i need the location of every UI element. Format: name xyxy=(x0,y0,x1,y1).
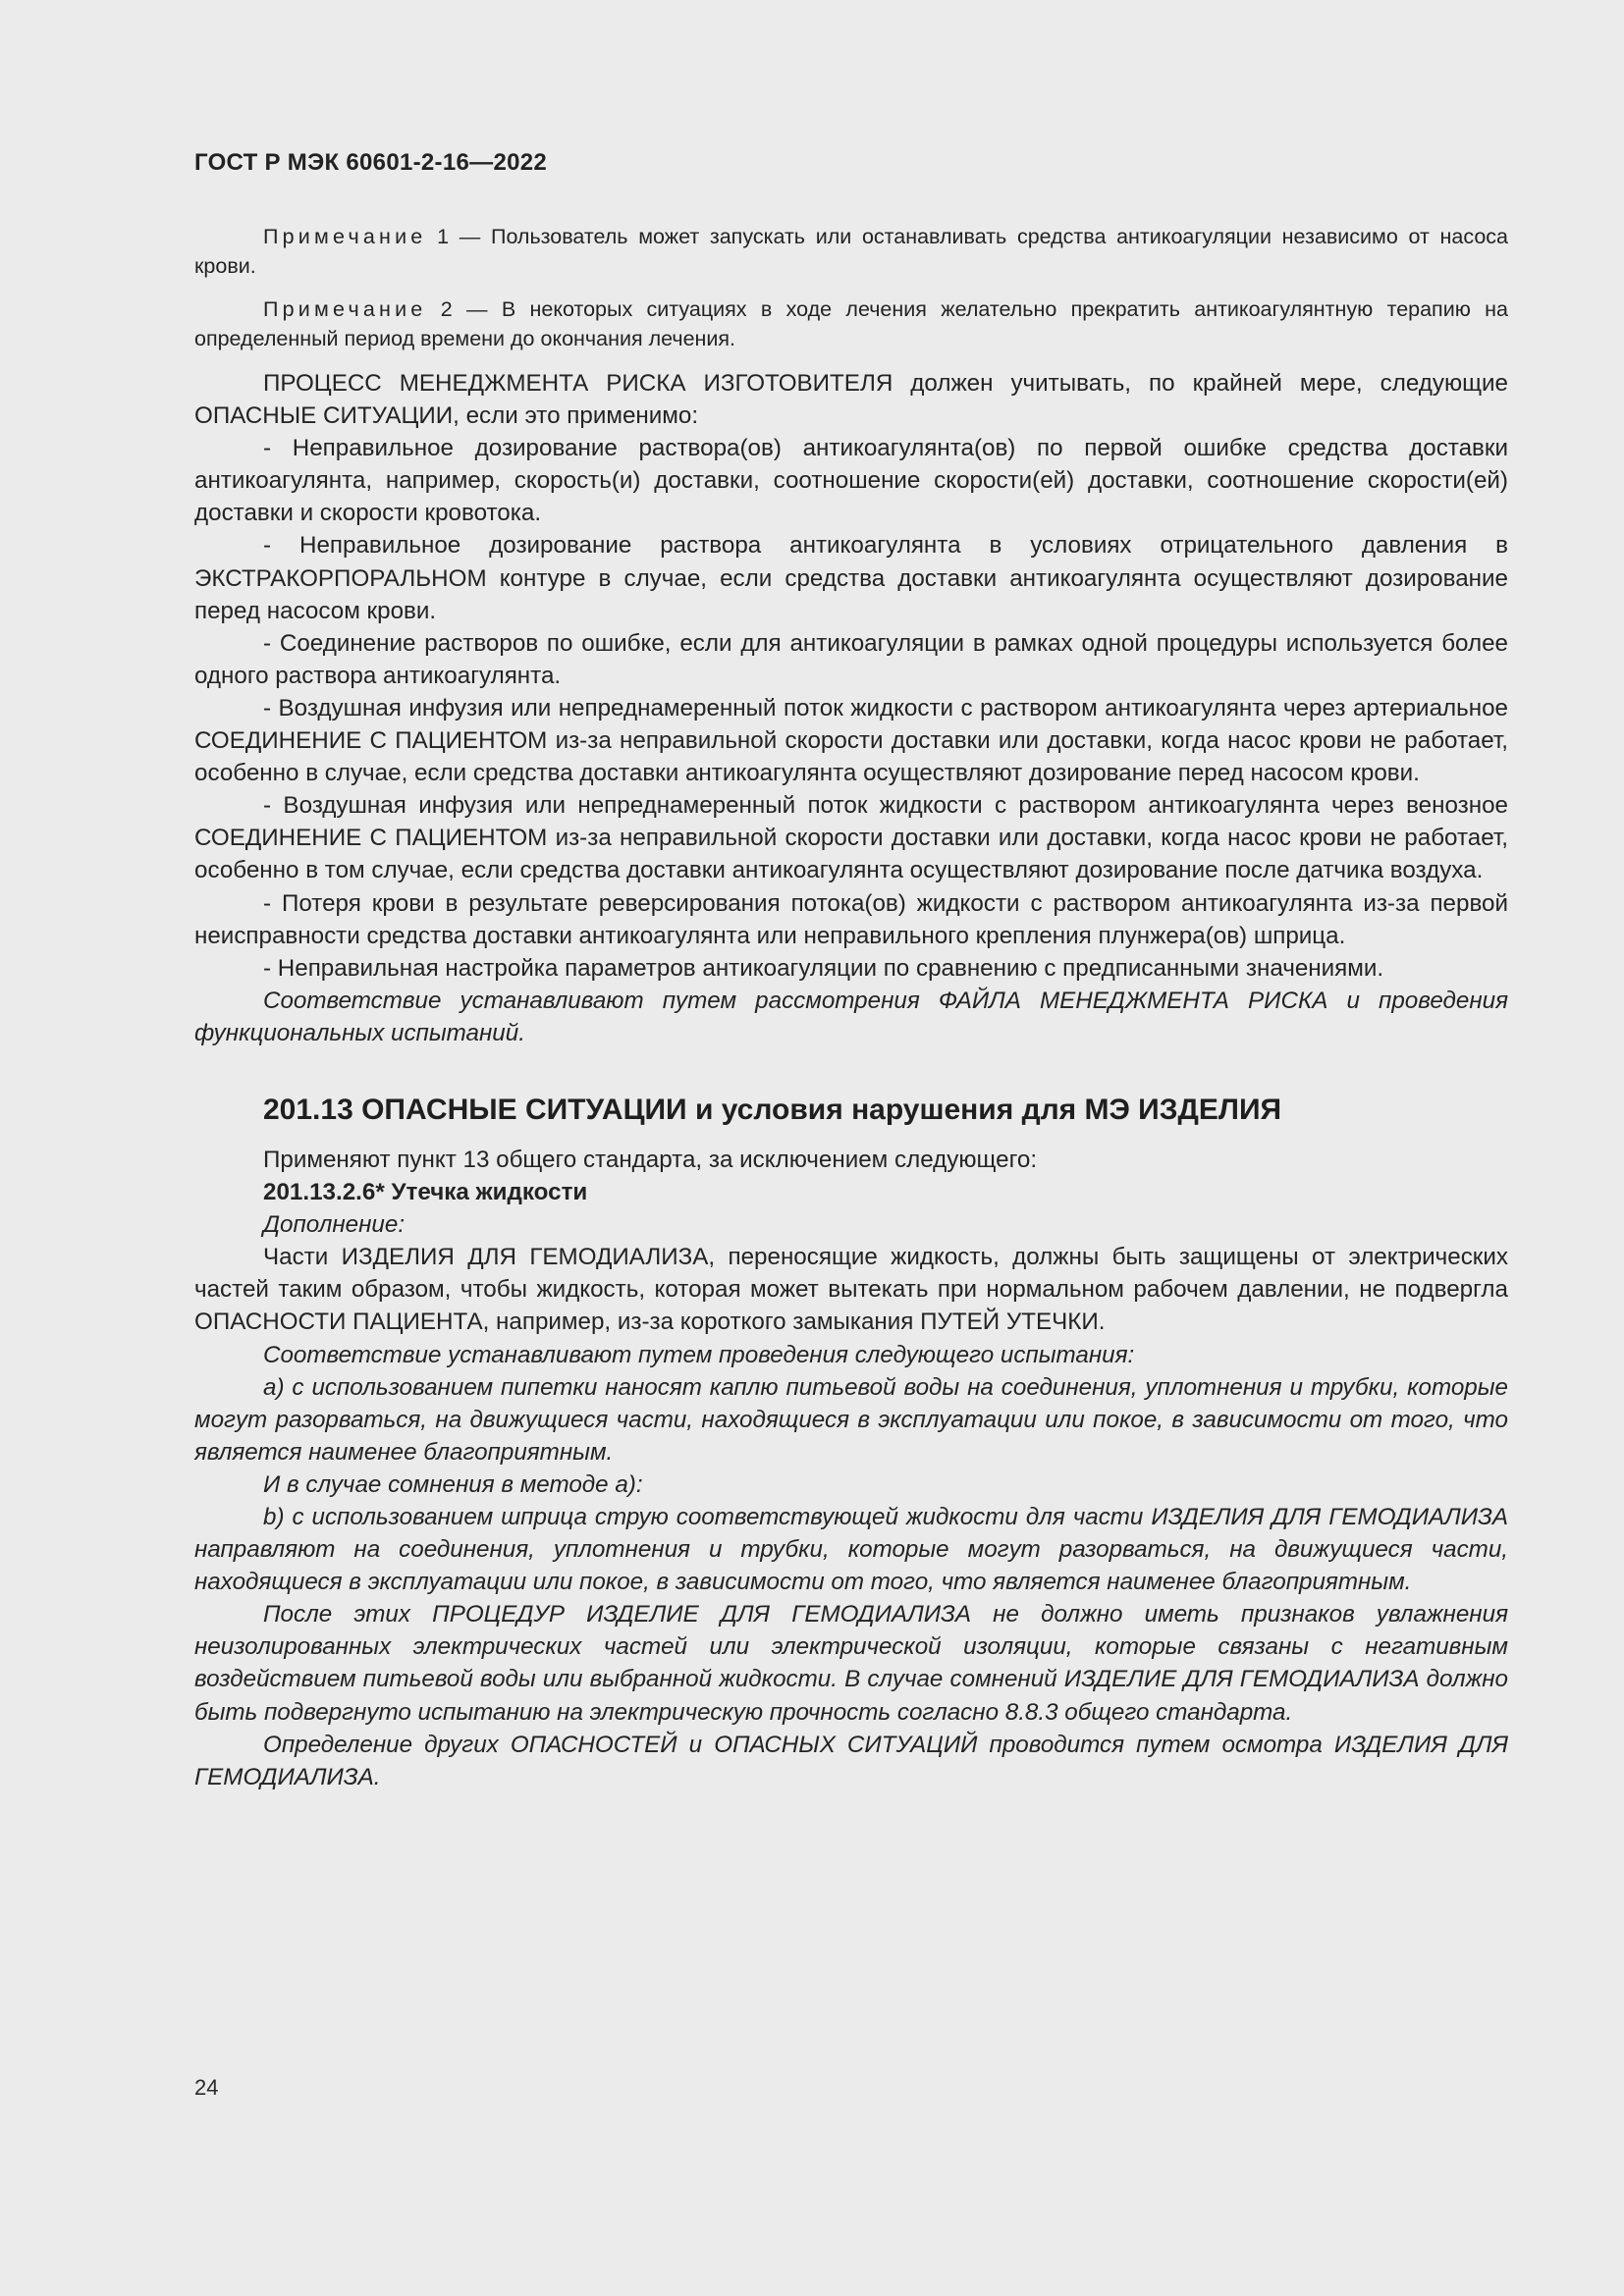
doubt-line: И в случае сомнения в методе a): xyxy=(263,1470,643,1498)
subsection-heading: 201.13.2.6* Утечка жидкости xyxy=(263,1179,588,1206)
test-intro: Соответствие устанавливают путем проведения следующего испытания: xyxy=(263,1341,1135,1368)
note-1 xyxy=(194,222,1508,281)
section-body xyxy=(194,1144,1508,1793)
risk-requirements xyxy=(194,367,1508,1049)
list-item: - Потеря крови в результате реверсирования потока(ов) жидкости с раствором антикоагулянта из-за первой неисправности средства доставки антикоагулянта или неправильного крепления плунжера(ов) шприца. xyxy=(194,889,1508,949)
test-b: b) с использованием шприца струю соответствующей жидкости для части ИЗДЕЛИЯ ДЛЯ ГЕМОДИАЛИЗА направляют на соединения, уплотнения и трубки, которые могут разорваться, на движущиеся части, находящиеся в эксплуатации или покое, в зависимости от того, что является наименее благоприятным. xyxy=(194,1504,1508,1596)
paragraph: Части ИЗДЕЛИЯ ДЛЯ ГЕМОДИАЛИЗА, переносящие жидкость, должны быть защищены от электрических частей таким образом, чтобы жидкость, которая может вытекать при нормальном рабочем давлении, не подвергла ОПАСНОСТИ ПАЦИЕНТА, например, из-за короткого замыкания ПУТЕЙ УТЕЧКИ. xyxy=(194,1244,1508,1336)
note-text: 1 — Пользователь может запускать или останавливать средства антикоагуляции независимо от насоса крови. xyxy=(194,225,1508,278)
list-item: - Неправильная настройка параметров антикоагуляции по сравнению с предписанными значениями. xyxy=(263,954,1384,982)
page-number: 24 xyxy=(194,2075,219,2100)
note-label: Примечание xyxy=(263,225,427,248)
list-item: - Неправильное дозирование раствора антикоагулянта в условиях отрицательного давления в ЭКСТРАКОРПОРАЛЬНОМ контуре в случае, если средства доставки антикоагулянта осуществляют дозирование перед насосом крови. xyxy=(194,532,1508,624)
addition-label: Дополнение: xyxy=(263,1211,406,1239)
paragraph: Применяют пункт 13 общего стандарта, за исключением следующего: xyxy=(263,1146,1038,1173)
section-heading: 201.13 ОПАСНЫЕ СИТУАЦИИ и условия нарушения для МЭ ИЗДЕЛИЯ xyxy=(263,1093,1282,1126)
list-item: - Воздушная инфузия или непреднамеренный поток жидкости с раствором антикоагулянта через венозное СОЕДИНЕНИЕ С ПАЦИЕНТОМ из-за неправильной скорости доставки или доставки, когда насос крови не работает, особенно в том случае, если средства доставки антикоагулянта осуществляют дозирование после датчика воздуха. xyxy=(194,792,1508,884)
list-item: - Воздушная инфузия или непреднамеренный поток жидкости с раствором антикоагулянта через артериальное СОЕДИНЕНИЕ С ПАЦИЕНТОМ из-за неправильной скорости доставки или доставки, когда насос крови не работает, особенно в случае, если средства доставки антикоагулянта осуществляют дозирование перед насосом крови. xyxy=(194,694,1508,787)
list-item: - Соединение растворов по ошибке, если для антикоагуляции в рамках одной процедуры используется более одного раствора антикоагулянта. xyxy=(194,629,1508,689)
list-item: - Неправильное дозирование раствора(ов) антикоагулянта(ов) по первой ошибке средства доставки антикоагулянта, например, скорость(и) доставки, соотношение скорости(ей) доставки, соотношение скорости(ей) доставки и скорости кровотока. xyxy=(194,435,1508,527)
document-header: ГОСТ Р МЭК 60601-2-16—2022 xyxy=(194,149,548,176)
paragraph: ПРОЦЕСС МЕНЕДЖМЕНТА РИСКА ИЗГОТОВИТЕЛЯ должен учитывать, по крайней мере, следующие ОПАСНЫЕ СИТУАЦИИ, если это применимо: xyxy=(194,370,1508,430)
other-hazards: Определение других ОПАСНОСТЕЙ и ОПАСНЫХ СИТУАЦИЙ проводится путем осмотра ИЗДЕЛИЯ ДЛЯ ГЕМОДИАЛИЗА. xyxy=(194,1731,1508,1790)
note-label: Примечание xyxy=(263,297,427,321)
test-a: a) с использованием пипетки наносят каплю питьевой воды на соединения, уплотнения и трубки, которые могут разорваться, на движущиеся части, находящиеся в эксплуатации или покое, в зависимости от того, что является наименее благоприятным. xyxy=(194,1373,1508,1466)
page-content xyxy=(194,222,1508,1793)
after-procedures: После этих ПРОЦЕДУР ИЗДЕЛИЕ ДЛЯ ГЕМОДИАЛИЗА не должно иметь признаков увлажнения неизолированных электрических частей или электрической изоляции, которые связаны с негативным воздействием питьевой воды или выбранной жидкости. В случае сомнений ИЗДЕЛИЕ ДЛЯ ГЕМОДИАЛИЗА должно быть подвергнуто испытанию на электрическую прочность согласно 8.8.3 общего стандарта. xyxy=(194,1601,1508,1726)
compliance-statement: Соответствие устанавливают путем рассмотрения ФАЙЛА МЕНЕДЖМЕНТА РИСКА и проведения функциональных испытаний. xyxy=(194,987,1508,1046)
note-text: 2 — В некоторых ситуациях в ходе лечения желательно прекратить антикоагулянтную терапию на определенный период времени до окончания лечения. xyxy=(194,297,1508,350)
note-2 xyxy=(194,294,1508,353)
